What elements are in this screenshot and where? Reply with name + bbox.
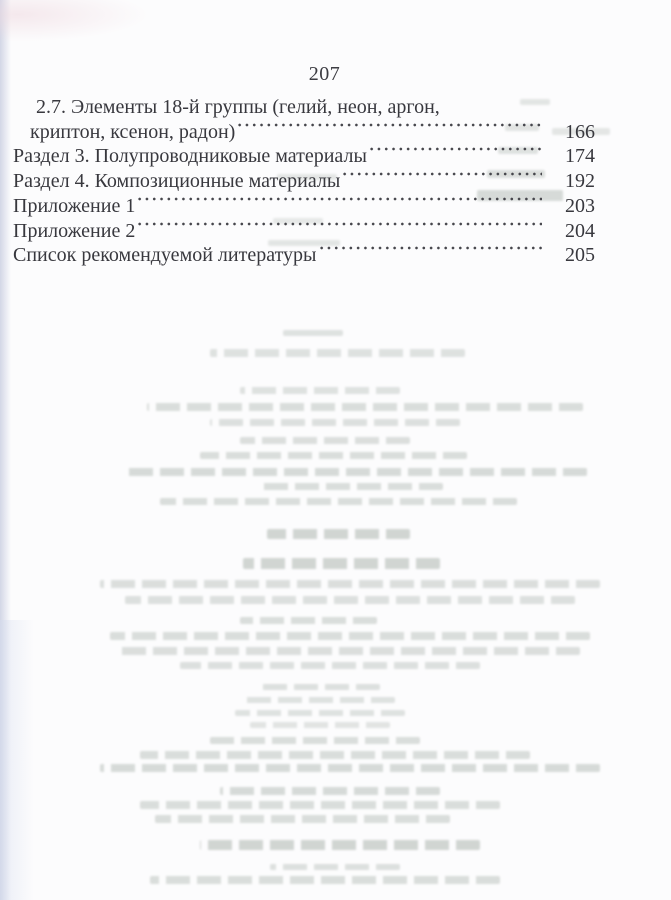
table-of-contents: [13, 95, 595, 268]
toc-entry-label: криптон, ксенон, радон): [30, 120, 236, 143]
toc-entry-label: Приложение 2: [13, 219, 136, 242]
bleed-through-line: [243, 558, 440, 569]
bleed-through-line: [100, 764, 600, 772]
bleed-through-line: [235, 710, 405, 716]
toc-entry-label: 2.7. Элементы 18-й группы (гелий, неон, аргон,: [36, 96, 440, 118]
bleed-through-line: [180, 662, 480, 669]
bleed-through-line: [110, 632, 590, 640]
scan-edge-tint: [0, 620, 34, 900]
toc-entry-page: 166: [565, 120, 595, 143]
bleed-through-line: [123, 468, 587, 476]
bleed-through-line: [220, 787, 440, 795]
dot-leader: [368, 144, 542, 169]
toc-entry: [13, 169, 595, 194]
toc-entry-label: Раздел 4. Композиционные материалы: [13, 170, 341, 193]
toc-entry-label: Приложение 1: [13, 194, 136, 217]
toc-entry: [13, 144, 595, 169]
toc-entry-page: 205: [565, 244, 595, 267]
bleed-through-line: [210, 419, 460, 426]
toc-entry-page: 203: [565, 194, 595, 217]
bleed-through-line: [250, 722, 390, 728]
toc-entry-label: Список рекомендуемой литературы: [13, 244, 317, 267]
bleed-through-line: [210, 737, 420, 744]
bleed-through-line: [270, 864, 400, 870]
page-number: 207: [308, 63, 341, 85]
bleed-through-line: [140, 751, 530, 759]
dot-leader: [236, 120, 542, 145]
bleed-through-line: [260, 684, 380, 690]
bleed-through-line: [240, 387, 400, 394]
bleed-through-line: [147, 403, 583, 411]
bleed-through-line: [140, 801, 500, 809]
dot-leader: [136, 219, 542, 244]
dot-leader: [341, 169, 542, 194]
bleed-through-line: [240, 617, 377, 624]
bleed-through-line: [155, 815, 450, 823]
bleed-through-line: [125, 596, 575, 604]
toc-entry-page: 204: [565, 219, 595, 242]
bleed-through-line: [283, 330, 343, 336]
toc-entry: [13, 219, 595, 244]
toc-entry-wrapped-line1: [13, 95, 595, 120]
bleed-through-line: [200, 452, 467, 459]
bleed-through-line: [100, 580, 600, 588]
toc-entry-label: Раздел 3. Полупроводниковые материалы: [13, 145, 367, 168]
bleed-through-line: [267, 529, 410, 539]
toc-entry: [13, 243, 595, 268]
toc-entry: [13, 120, 595, 145]
scan-corner-tint: [0, 0, 150, 42]
dot-leader: [318, 243, 543, 268]
bleed-through-line: [150, 876, 500, 884]
bleed-through-line: [160, 498, 517, 505]
dot-leader: [136, 194, 542, 219]
toc-entry: [13, 194, 595, 219]
toc-entry-page: 192: [565, 170, 595, 193]
bleed-through-line: [210, 349, 465, 357]
bleed-through-line: [240, 437, 410, 444]
bleed-through-line: [245, 697, 395, 703]
bleed-through-line: [200, 840, 480, 850]
bleed-through-line: [257, 483, 443, 490]
toc-entry-page: 174: [565, 145, 595, 168]
bleed-through-line: [120, 647, 580, 655]
